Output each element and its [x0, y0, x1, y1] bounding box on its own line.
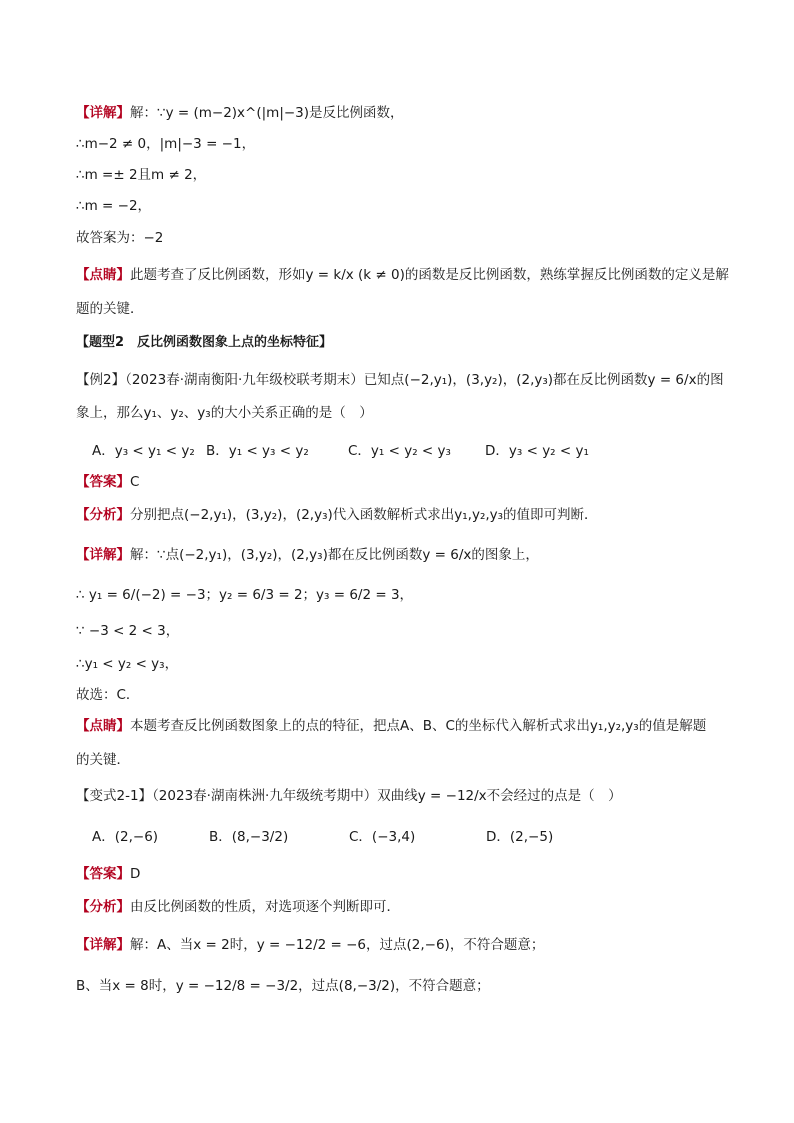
- options-row: [92, 827, 742, 847]
- option-d: D．(2,−5): [486, 829, 554, 845]
- detail-text: 解：∵点(−2,y₁)，(3,y₂)，(2,y₃)都在反比例函数y = 6/x的图象上，: [130, 547, 539, 563]
- detail-line: [76, 935, 726, 955]
- analysis-text: 由反比例函数的性质，对选项逐个判断即可．: [130, 899, 400, 915]
- example-label: 【例2】: [76, 372, 126, 388]
- example-stem: [76, 370, 726, 390]
- detail-line-a: [76, 103, 726, 123]
- step-line: 故答案为：−2: [76, 230, 164, 246]
- comment-text: 本题考查反比例函数图象上的点的特征，把点A、B、C的坐标代入解析式求出y₁,y₂,y₃的值是解题: [130, 718, 707, 734]
- comment-text: 此题考查了反比例函数，形如y = k/x (k ≠ 0)的函数是反比例函数，熟练掌握反比例函数的定义是解: [130, 267, 729, 283]
- example-source: （2023春·湖南衡阳·九年级校联考期末）: [125, 372, 364, 388]
- step-line: ∴ y₁ = 6/(−2) = −3；y₂ = 6/3 = 2；y₃ = 6/2 = 3，: [76, 587, 414, 603]
- analysis-label: 【分析】: [76, 899, 130, 915]
- detail-text: 解：A、当x = 2时，y = −12/2 = −6，过点(2,−6)，不符合题意；: [130, 937, 545, 953]
- comment-line-2: 题的关键．: [76, 301, 144, 317]
- topic-heading: 【题型2 反比例函数图象上点的坐标特征】: [76, 335, 333, 350]
- step-line: ∴m = −2，: [76, 198, 152, 214]
- options-row: [92, 441, 742, 461]
- answer-label: 【答案】: [76, 866, 130, 882]
- option-b: B．(8,−3/2): [209, 829, 289, 845]
- analysis-line: [76, 897, 726, 917]
- analysis-line: [76, 505, 726, 525]
- comment-label: 【点睛】: [76, 267, 130, 283]
- option-c: C．(−3,4): [349, 829, 416, 845]
- answer-value: C: [130, 474, 140, 490]
- answer-value: D: [130, 866, 141, 882]
- comment-line-2: 的关键．: [76, 752, 130, 768]
- answer-line: [76, 864, 726, 884]
- detail-line: [76, 545, 726, 565]
- comment-line: [76, 265, 729, 285]
- option-d: D．y₃ < y₂ < y₁: [485, 443, 589, 459]
- detail-label: 【详解】: [76, 937, 130, 953]
- answer-label: 【答案】: [76, 474, 130, 490]
- comment-line: [76, 716, 726, 736]
- variant-stem: [76, 786, 726, 806]
- detail-line-b: B、当x = 8时，y = −12/8 = −3/2，过点(8,−3/2)，不符合题意；: [76, 978, 490, 994]
- variant-stem-text: 双曲线y = −12/x不会经过的点是（ ）: [377, 788, 622, 804]
- step-line: ∴m =± 2且m ≠ 2，: [76, 167, 207, 183]
- detail-text: 解：∵y = (m−2)x^(|m|−3)是反比例函数，: [130, 105, 404, 121]
- detail-label: 【详解】: [76, 105, 130, 121]
- step-line: ∴m−2 ≠ 0，|m|−3 = −1，: [76, 136, 256, 152]
- step-line: ∴y₁ < y₂ < y₃，: [76, 656, 179, 672]
- example-stem-line-2: 象上，那么y₁、y₂、y₃的大小关系正确的是（ ）: [76, 405, 373, 421]
- option-a: A．y₃ < y₁ < y₂: [92, 443, 195, 459]
- variant-source: （2023春·湖南株洲·九年级统考期中）: [152, 788, 378, 804]
- option-c: C．y₁ < y₂ < y₃: [348, 443, 451, 459]
- comment-label: 【点睛】: [76, 718, 130, 734]
- analysis-text: 分别把点(−2,y₁)，(3,y₂)，(2,y₃)代入函数解析式求出y₁,y₂,y₃的值即可判断．: [130, 507, 598, 523]
- detail-label: 【详解】: [76, 547, 130, 563]
- option-a: A．(2,−6): [92, 829, 159, 845]
- example-stem-text: 已知点(−2,y₁)，(3,y₂)，(2,y₃)都在反比例函数y = 6/x的图: [363, 372, 724, 388]
- answer-line: [76, 472, 726, 492]
- variant-label: 【变式2-1】: [76, 788, 153, 804]
- analysis-label: 【分析】: [76, 507, 130, 523]
- step-line: ∵ −3 < 2 < 3，: [76, 623, 180, 639]
- step-line: 故选：C．: [76, 687, 140, 703]
- option-b: B．y₁ < y₃ < y₂: [206, 443, 309, 459]
